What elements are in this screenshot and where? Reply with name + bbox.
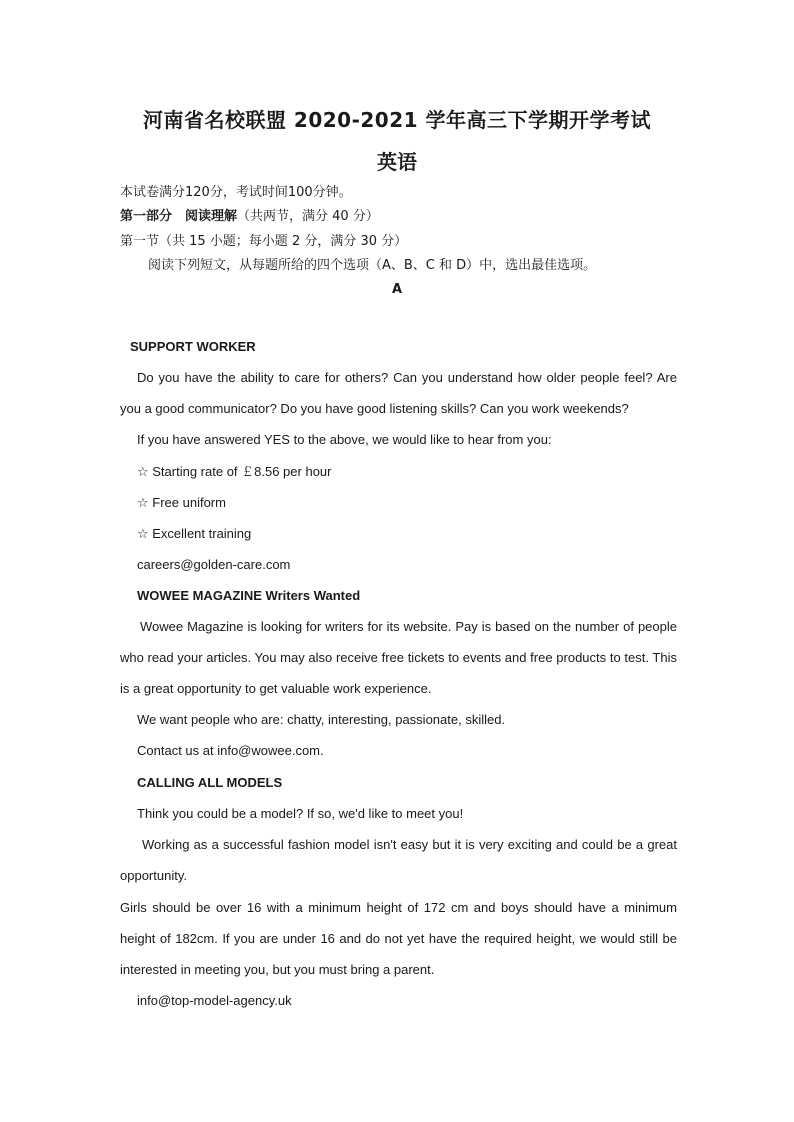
ad3-contact-email: info@top-model-agency.uk bbox=[137, 993, 292, 1008]
exam-subject: 英语 bbox=[377, 150, 417, 174]
ad2-paragraph: Wowee Magazine is looking for writers for its website. Pay is based on the number of people who read your articles. You may also receive free tickets to events and free products to test. This is a great opportunity to get valuable work experience. bbox=[120, 619, 677, 696]
exam-title: 河南省名校联盟 2020-2021 学年高三下学期开学考试 bbox=[142, 108, 652, 132]
part-heading bbox=[120, 208, 379, 226]
section-heading: 第一节（共 15 小题；每小题 2 分，满分 30 分） bbox=[120, 234, 408, 249]
ad1-intro: If you have answered YES to the above, we would like to hear from you: bbox=[137, 432, 552, 447]
ad2-want: We want people who are: chatty, interesting, passionate, skilled. bbox=[137, 712, 506, 727]
passage-letter: A bbox=[391, 282, 403, 297]
ad2-contact: Contact us at info@wowee.com. bbox=[137, 743, 324, 758]
ad3-intro: Think you could be a model? If so, we'd like to meet you! bbox=[137, 806, 464, 821]
ad1-bullet-uniform: ☆ Free uniform bbox=[137, 495, 226, 510]
ad3-heading: CALLING ALL MODELS bbox=[137, 775, 283, 790]
part-label: 第一部分 阅读理解 bbox=[120, 209, 238, 224]
ad3-paragraph-1: Working as a successful fashion model isn't easy but it is very exciting and could be a great opportunity. bbox=[120, 837, 677, 883]
directions: 阅读下列短文，从每题所给的四个选项（A、B、C 和 D）中，选出最佳选项。 bbox=[148, 258, 597, 273]
exam-info: 本试卷满分120分，考试时间100分钟。 bbox=[120, 185, 352, 200]
ad3-paragraph-2: Girls should be over 16 with a minimum height of 172 cm and boys should have a minimum height of 182cm. If you are under 16 and do not yet have the required height, we would still be interested in meeting you, but you must bring a parent. bbox=[120, 900, 677, 977]
ad1-bullet-rate: ☆ Starting rate of ￡8.56 per hour bbox=[137, 464, 332, 479]
part-note: （共两节，满分 40 分） bbox=[237, 209, 379, 224]
ad1-contact-email: careers@golden-care.com bbox=[137, 557, 291, 572]
ad1-paragraph: Do you have the ability to care for others? Can you understand how older people feel? Are you a good communicator? Do you have good listening skills? Can you work weekends? bbox=[120, 370, 677, 416]
ad2-heading: WOWEE MAGAZINE Writers Wanted bbox=[137, 588, 361, 603]
ad1-bullet-training: ☆ Excellent training bbox=[137, 526, 252, 541]
ad1-heading: SUPPORT WORKER bbox=[130, 339, 256, 354]
